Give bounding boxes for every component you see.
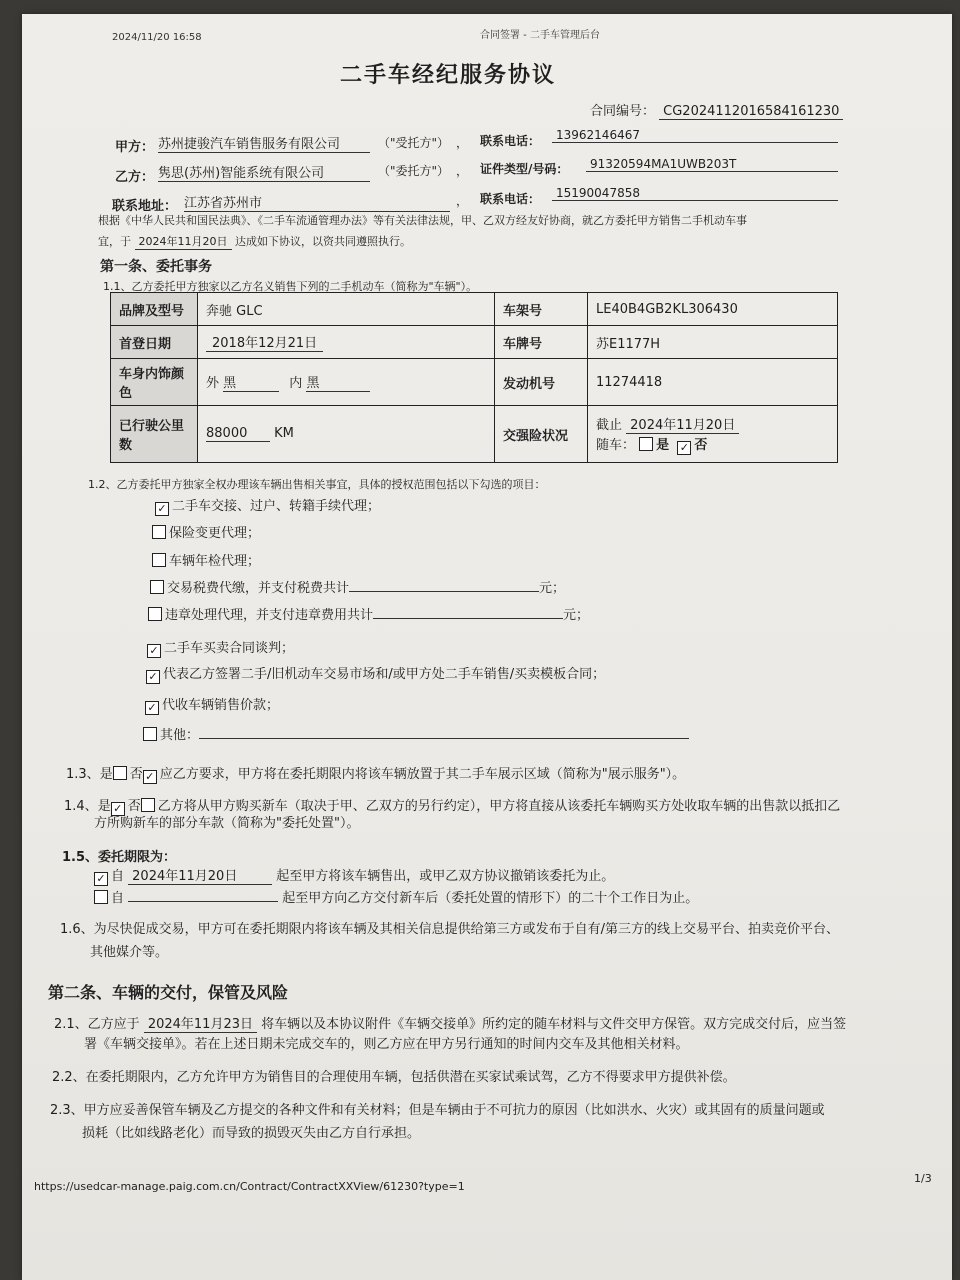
- document-title: 二手车经纪服务协议: [340, 63, 557, 88]
- reg-date-value: 2018年12月21日: [206, 332, 323, 352]
- party-b-phone-label: 联系电话：: [480, 192, 541, 206]
- auth-checkbox[interactable]: ✓: [146, 670, 160, 684]
- auth-item-suffix: 元；: [563, 608, 590, 623]
- auth-item-text: 代表乙方签署二手/旧机动车交易市场和/或甲方处二手车销售/买卖模板合同；: [163, 667, 606, 682]
- auth-item: [143, 724, 689, 743]
- tax-amount-blank[interactable]: [349, 577, 539, 592]
- vin-label: 车架号: [495, 293, 588, 326]
- color-cell: [198, 359, 495, 406]
- party-b-id: 91320594MA1UWB203T: [586, 157, 838, 172]
- mileage-label: 已行驶公里数: [111, 406, 198, 463]
- clause-2-2: 2.2、在委托期限内，乙方允许甲方为销售目的合理使用车辆，包括供潜在买家试乘试驾，乙方不得要求甲方提供补偿。: [52, 1070, 736, 1085]
- clause-2-3-line2: 损耗（比如线路老化）而导致的损毁灭失由乙方自行承担。: [82, 1126, 421, 1141]
- color-label: 车身内饰颜色: [111, 359, 198, 406]
- term-option-1: [94, 865, 614, 886]
- term-option-2-checkbox[interactable]: [94, 890, 108, 904]
- party-a-phone-label: 联系电话：: [480, 134, 541, 148]
- reg-date-cell: [198, 326, 495, 359]
- term-option-1-date: 2024年11月20日: [128, 865, 272, 885]
- insurance-until-label: 截止: [596, 417, 623, 433]
- preamble-line2-a: 宜，于: [98, 235, 131, 248]
- clause-2-1-line2: 署《车辆交接单》。若在上述日期未完成交车的，则乙方应在甲方另行通知的时间内交车及其他相关材料。: [84, 1037, 689, 1052]
- auth-item: [147, 637, 294, 658]
- engine-label: 发动机号: [495, 359, 588, 406]
- clause-1-4-yes-checkbox[interactable]: ✓: [111, 802, 125, 816]
- address-sep: ，: [456, 194, 469, 208]
- delivery-date: 2024年11月23日: [144, 1013, 257, 1033]
- address-value: 江苏省苏州市: [184, 192, 450, 212]
- auth-checkbox[interactable]: ✓: [155, 502, 169, 516]
- auth-checkbox[interactable]: [152, 525, 166, 539]
- ext-color-label: 外: [206, 376, 220, 391]
- ext-color-value: 黑: [223, 372, 279, 392]
- clause-2-1: [54, 1013, 846, 1033]
- auth-item: [155, 495, 380, 516]
- party-a-label: 甲方：: [115, 140, 155, 155]
- clause-1-4-no: 否: [127, 799, 141, 814]
- party-b-role: （"委托方"）: [378, 164, 450, 178]
- brand-value: 奔驰 GLC: [198, 293, 495, 326]
- party-b-sep: ，: [456, 164, 469, 178]
- clause-1-3-yes: 是: [99, 767, 113, 782]
- auth-item-text: 保险变更代理；: [169, 526, 261, 541]
- auth-checkbox[interactable]: [148, 607, 162, 621]
- party-b-label: 乙方：: [115, 170, 155, 185]
- term-option-1-checkbox[interactable]: ✓: [94, 872, 108, 886]
- clause-1-3: [66, 763, 685, 784]
- clause-1-4-num: 1.4、: [64, 799, 98, 814]
- insurance-no-label: 否: [694, 437, 708, 453]
- article1-title: 第一条、委托事务: [100, 259, 212, 275]
- clause-1-3-num: 1.3、: [66, 767, 100, 782]
- clause-1-3-no: 否: [129, 767, 143, 782]
- clause-1-3-text: 应乙方要求，甲方将在委托期限内将该车辆放置于其二手车展示区域（简称为"展示服务"）。: [159, 767, 686, 782]
- term-option-1-from: 自: [111, 869, 125, 884]
- insurance-label: 交强险状况: [495, 406, 588, 463]
- clause-1-6-line1: 1.6、为尽快促成交易，甲方可在委托期限内将该车辆及其相关信息提供给第三方或发布于自有/第三方的线上交易平台、拍卖竞价平台、: [60, 922, 840, 937]
- party-a-phone: 13962146467: [552, 128, 838, 143]
- preamble-line2: [98, 233, 411, 250]
- clause-1-4-yes: 是: [97, 799, 111, 814]
- auth-item: [148, 604, 589, 623]
- party-a-role: （"受托方"）: [378, 136, 450, 150]
- auth-item-text: 二手车买卖合同谈判；: [164, 641, 295, 656]
- page-url: https://usedcar-manage.paig.com.cn/Contract/ContractXXView/61230?type=1: [34, 1180, 465, 1193]
- insurance-no-checkbox[interactable]: ✓: [677, 441, 691, 455]
- engine-value: 11274418: [588, 359, 838, 406]
- clause-1-6-line2: 其他媒介等。: [90, 945, 169, 960]
- clause-1-4-no-checkbox[interactable]: [141, 798, 155, 812]
- clause-1-2: 1.2、乙方委托甲方独家全权办理该车辆出售相关事宜，具体的授权范围包括以下勾选的项目：: [88, 478, 546, 491]
- auth-item-text: 交易税费代缴，并支付税费共计: [167, 581, 350, 596]
- insurance-yes-label: 是: [656, 437, 670, 453]
- auth-item-text: 违章处理代理，并支付违章费用共计: [165, 608, 374, 623]
- clause-1-4-text1: 乙方将从甲方购买新车（取决于甲、乙双方的另行约定），甲方将直接从该委托车辆购买方处收取车辆的出售款以抵扣乙: [157, 799, 841, 814]
- reg-date-label: 首登日期: [111, 326, 198, 359]
- auth-item: [145, 694, 279, 715]
- clause-2-3-line1: 2.3、甲方应妥善保管车辆及乙方提交的各种文件和有关材料；但是车辆由于不可抗力的原因（比如洪水、火灾）或其固有的质量问题或: [50, 1103, 825, 1118]
- party-b-name: 隽思(苏州)智能系统有限公司: [158, 162, 370, 182]
- term-option-1-text: 起至甲方将该车辆售出，或甲乙双方协议撤销该委托为止。: [276, 869, 615, 884]
- auth-item: [152, 550, 260, 569]
- auth-checkbox[interactable]: ✓: [145, 701, 159, 715]
- clause-1-5-title: 1.5、委托期限为：: [62, 850, 177, 865]
- contract-number-label: 合同编号：: [590, 104, 656, 119]
- term-option-2-text: 起至甲方向乙方交付新车后（委托处置的情形下）的二十个工作日为止。: [282, 891, 699, 906]
- vin-value: LE40B4GB2KL306430: [588, 293, 838, 326]
- auth-checkbox[interactable]: ✓: [147, 644, 161, 658]
- auth-item-suffix: 元；: [539, 581, 566, 596]
- insurance-with-car-label: 随车：: [596, 437, 636, 453]
- int-color-label: 内: [289, 376, 303, 391]
- auth-item: [152, 522, 260, 541]
- brand-label: 品牌及型号: [111, 293, 198, 326]
- clause-1-3-no-checkbox[interactable]: ✓: [143, 770, 157, 784]
- int-color-value: 黑: [306, 372, 370, 392]
- auth-item-text: 代收车辆销售价款；: [162, 698, 280, 713]
- vehicle-table: [110, 292, 838, 463]
- insurance-cell: [588, 406, 838, 463]
- auth-item-text: 二手车交接、过户、转籍手续代理；: [172, 499, 381, 514]
- contract-number-value: CG2024112016584161230: [659, 104, 843, 120]
- insurance-with-car: [596, 434, 829, 455]
- party-a-sep: ，: [456, 136, 469, 150]
- mileage-cell: [198, 406, 495, 463]
- insurance-until-date: 2024年11月20日: [626, 414, 739, 434]
- clause-1-4-line2: 方所购新车的部分车款（简称为"委托处置"）。: [94, 816, 360, 831]
- auth-checkbox[interactable]: [152, 553, 166, 567]
- term-option-2-from: 自: [111, 891, 125, 906]
- mileage-value: 88000: [206, 426, 270, 442]
- contract-number: [590, 100, 843, 120]
- preamble-line2-b: 达成如下协议，以资共同遵照执行。: [235, 235, 411, 248]
- page-number: 1/3: [914, 1172, 932, 1185]
- term-option-2: [94, 887, 698, 906]
- plate-label: 车牌号: [495, 326, 588, 359]
- plate-value: 苏E1177H: [588, 326, 838, 359]
- auth-item: [146, 663, 605, 684]
- mileage-unit: KM: [274, 426, 294, 441]
- clause-1-1: 1.1、乙方委托甲方独家以乙方名义销售下列的二手机动车（简称为"车辆"）。: [103, 280, 478, 293]
- violation-amount-blank[interactable]: [373, 604, 563, 619]
- clause-2-1-b: 将车辆以及本协议附件《车辆交接单》所约定的随车材料与文件交甲方保管。双方完成交付后，应当签: [261, 1017, 847, 1032]
- article2-title: 第二条、车辆的交付，保管及风险: [48, 983, 289, 1002]
- auth-item-text: 车辆年检代理；: [169, 554, 261, 569]
- auth-item-text: 其他：: [160, 728, 200, 743]
- print-datetime: 2024/11/20 16:58: [112, 32, 202, 43]
- other-blank[interactable]: [199, 724, 689, 739]
- auth-checkbox[interactable]: [143, 727, 157, 741]
- preamble-line1: 根据《中华人民共和国民法典》、《二手车流通管理办法》等有关法律法规，甲、乙双方经友好协商，就乙方委托甲方销售二手机动车事: [98, 214, 747, 227]
- insurance-yes-checkbox[interactable]: [639, 437, 653, 451]
- agreement-date: 2024年11月20日: [135, 233, 232, 250]
- address-label: 联系地址：: [112, 199, 178, 214]
- insurance-until: [596, 414, 829, 434]
- term-option-2-date-blank[interactable]: [128, 887, 278, 902]
- party-b-id-label: 证件类型/号码：: [480, 162, 569, 176]
- system-title: 合同签署 - 二手车管理后台: [480, 30, 600, 41]
- auth-item: [150, 577, 565, 596]
- party-a-name: 苏州捷骏汽车销售服务有限公司: [158, 133, 370, 153]
- clause-2-1-a: 2.1、乙方应于: [54, 1017, 140, 1032]
- clause-1-3-yes-checkbox[interactable]: [113, 766, 127, 780]
- auth-checkbox[interactable]: [150, 580, 164, 594]
- party-b-phone: 15190047858: [552, 186, 838, 201]
